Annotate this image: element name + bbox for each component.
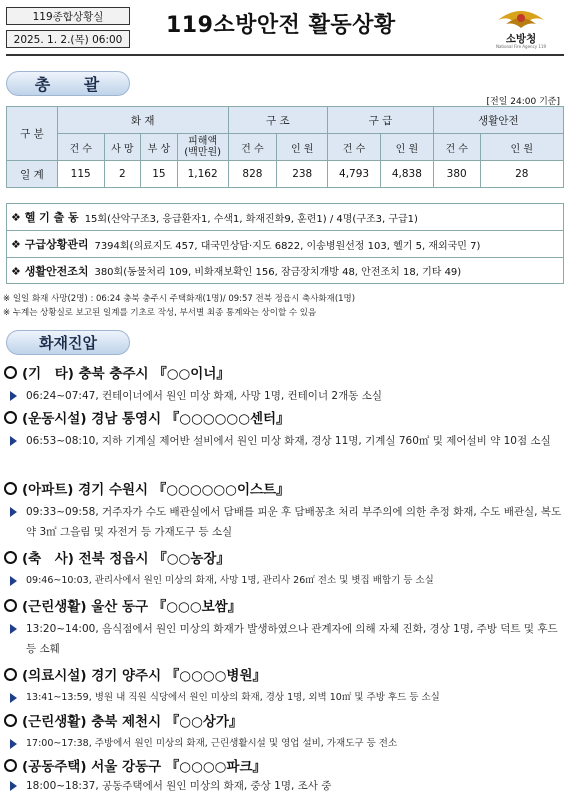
note-disclaimer: ※ 누계는 상황실로 보고된 일계를 기초로 작성, 부서별 최종 통계와는 상이할 수 있음 — [3, 308, 317, 318]
section-summary-label: 총 괄 — [6, 71, 130, 96]
incident-description: 17:00~17:38, 주방에서 원인 미상의 화재, 근린생활시설 및 영업 설비, 가재도구 등 전소 — [26, 738, 398, 749]
group-life-safety: 생활안전 — [433, 107, 563, 134]
logo-text: 소방청 — [505, 33, 537, 45]
incident-heading: (기 타) 충북 충주시 『○○이너』 — [22, 366, 230, 382]
office-label: 119종합상황실 — [6, 7, 130, 25]
bullet-triangle-icon — [10, 436, 17, 446]
incident-heading: (운동시설) 경남 통영시 『○○○○○○센터』 — [22, 411, 290, 427]
page-title: 119소방안전 활동상황 — [166, 13, 396, 38]
section-fire-label: 화재진압 — [6, 330, 130, 355]
incident-description: 06:24~07:47, 컨테이너에서 원인 미상 화재, 사망 1명, 컨테이너 2개동 소실 — [26, 390, 383, 402]
col-group-label: 구 분 — [7, 107, 58, 161]
table-cell: 238 — [277, 161, 328, 188]
table-cell: 15 — [141, 161, 178, 188]
group-fire: 화 재 — [57, 107, 228, 134]
incident-description: 13:41~13:59, 병원 내 직원 식당에서 원인 미상의 화재, 경상 1명, 외벽 10㎡ 및 주방 후드 등 소실 — [26, 692, 440, 703]
summary-table — [6, 106, 564, 188]
ems-management-row — [6, 230, 564, 257]
table-cell: 4,793 — [328, 161, 381, 188]
incident-description: 09:46~10:03, 관리사에서 원인 미상의 화재, 사망 1명, 관리사 26㎡ 전소 및 볏집 배합기 등 소실 — [26, 575, 434, 586]
bullet-circle-icon — [4, 551, 17, 564]
bullet-triangle-icon — [10, 576, 17, 586]
ems-management-label: ❖ 구급상황관리 — [11, 238, 89, 251]
bullet-circle-icon — [4, 482, 17, 495]
table-cell: 115 — [57, 161, 104, 188]
sub-header: 건 수 — [328, 134, 381, 161]
incident-description: 06:53~08:10, 지하 기계실 제어반 설비에서 원인 미상 화재, 경상 11명, 기계실 760㎡ 및 제어설비 약 10점 소실 — [26, 435, 551, 447]
incident-description: 09:33~09:58, 거주자가 수도 배관실에서 담배를 피운 후 담배꽁초 처리 부주의에 의한 추정 화재, 수도 배관실, 복도 약 3㎡ 그을림 및 자전거 등 가재도구 등 소실 — [26, 506, 562, 538]
sub-header: 부 상 — [141, 134, 178, 161]
note-fatalities: ※ 일일 화재 사망(2명) : 06:24 충북 충주시 주택화재(1명)/ 09:57 전북 정읍시 축사화재(1명) — [3, 294, 356, 304]
sub-header: 건 수 — [57, 134, 104, 161]
table-cell: 2 — [104, 161, 141, 188]
incident-description: 18:00~18:37, 공동주택에서 원인 미상의 화재, 중상 1명, 조사 중 — [26, 780, 332, 792]
life-safety-label: ❖ 생활안전조치 — [11, 264, 89, 278]
bullet-triangle-icon — [10, 624, 17, 634]
sub-header: 사 망 — [104, 134, 141, 161]
bullet-triangle-icon — [10, 693, 17, 703]
incident-heading: (의료시설) 경기 양주시 『○○○○병원』 — [22, 668, 267, 684]
sub-header: 인 원 — [480, 134, 563, 161]
bullet-circle-icon — [4, 411, 17, 424]
helicopter-dispatch-text: 15회(산악구조3, 응급환자1, 수색1, 화재진화9, 훈련1) / 4명(구조3, 구급1) — [84, 213, 418, 225]
as-of-note: [전일 24:00 기준] — [486, 97, 560, 107]
bullet-circle-icon — [4, 759, 17, 772]
sub-header: 건 수 — [433, 134, 480, 161]
table-cell: 28 — [480, 161, 563, 188]
sub-header: 건 수 — [228, 134, 277, 161]
ems-management-text: 7394회(의료지도 457, 대국민상담·지도 6822, 이송병원선정 103, 헬기 5, 재외국민 7) — [94, 240, 481, 252]
incident-heading: (근린생활) 충북 제천시 『○○상가』 — [22, 714, 243, 730]
bullet-circle-icon — [4, 668, 17, 681]
bullet-triangle-icon — [10, 507, 17, 517]
table-cell: 1,162 — [177, 161, 228, 188]
sub-header-damage: 피해액 (백만원) — [177, 134, 228, 161]
incident-heading: (아파트) 경기 수원시 『○○○○○○이스트』 — [22, 482, 290, 498]
table-cell: 828 — [228, 161, 277, 188]
incident-heading: (축 사) 전북 정읍시 『○○농장』 — [22, 551, 230, 567]
incident-heading: (공동주택) 서울 강동구 『○○○○파크』 — [22, 759, 267, 775]
group-rescue: 구 조 — [228, 107, 328, 134]
incident-heading: (근린생활) 울산 동구 『○○○보쌈』 — [22, 599, 242, 615]
life-safety-text: 380회(동물처리 109, 비화재보확인 156, 잠금장치개방 48, 안전조치 18, 기타 49) — [94, 267, 462, 278]
bullet-triangle-icon — [10, 391, 17, 401]
life-safety-row — [6, 257, 564, 284]
bullet-triangle-icon — [10, 781, 17, 791]
bullet-circle-icon — [4, 714, 17, 727]
sub-header: 인 원 — [380, 134, 433, 161]
incident-description: 13:20~14:00, 음식점에서 원인 미상의 화재가 발생하였으나 관계자에 의해 자체 진화, 경상 1명, 주방 덕트 및 후드 등 소훼 — [26, 623, 558, 655]
group-ems: 구 급 — [328, 107, 434, 134]
header-divider — [6, 54, 564, 56]
helicopter-dispatch-label: ❖ 헬 기 출 동 — [11, 211, 79, 224]
bullet-circle-icon — [4, 366, 17, 379]
table-row — [7, 161, 564, 188]
helicopter-dispatch-row — [6, 203, 564, 230]
bullet-circle-icon — [4, 599, 17, 612]
bullet-triangle-icon — [10, 739, 17, 749]
logo-subtext: National Fire Agency 119 — [495, 44, 547, 49]
table-cell: 4,838 — [380, 161, 433, 188]
table-cell: 380 — [433, 161, 480, 188]
row-label: 일 계 — [7, 161, 58, 188]
sub-header: 인 원 — [277, 134, 328, 161]
report-datetime: 2025. 1. 2.(목) 06:00 — [6, 30, 130, 48]
